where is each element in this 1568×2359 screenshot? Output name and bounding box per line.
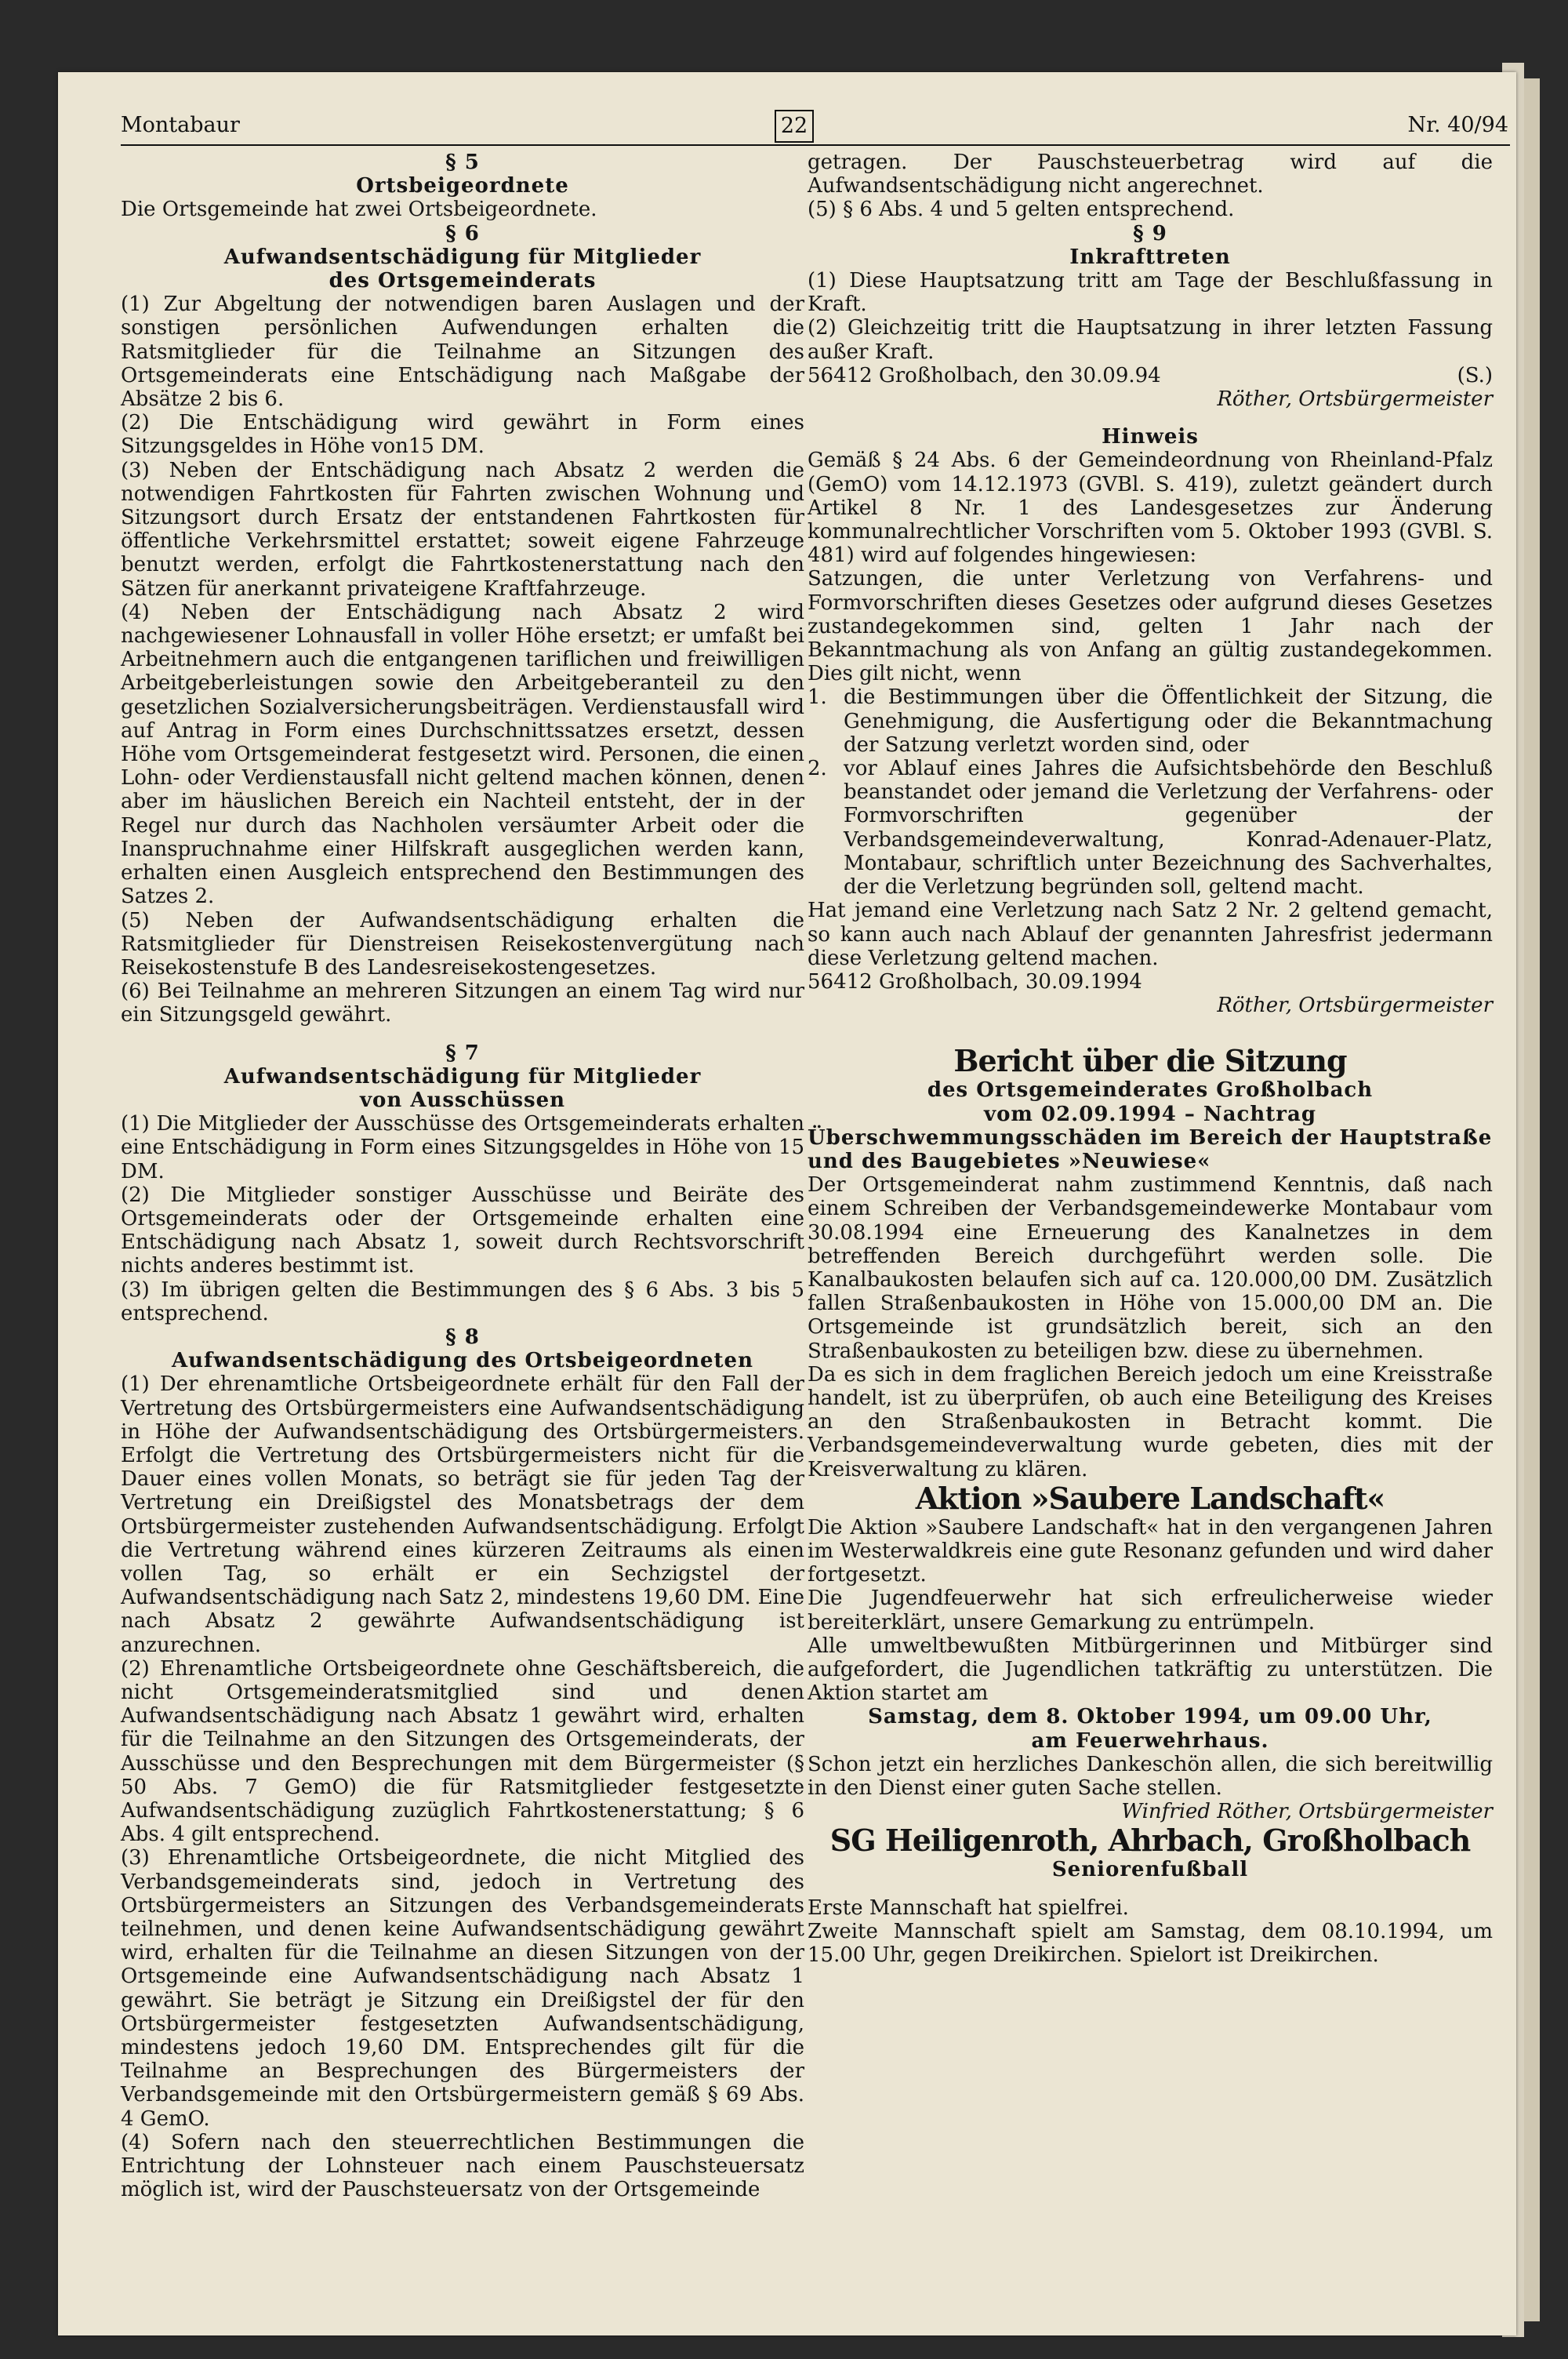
signature-place-date: 56412 Großholbach, 30.09.1994 [808,969,1142,994]
section-title: Aufwandsentschädigung für Mitglieder [223,1064,702,1089]
section-title: Inkrafttreten [1069,245,1231,269]
header-publication: Montabaur [121,113,240,137]
paragraph: Die Jugendfeuerwehr hat sich erfreulicherweise wieder bereiterklärt, unsere Gemarkung zu entrümpeln. [808,1587,1493,1634]
paragraph: Der Ortsgemeinderat nahm zustimmend Kenntnis, daß nach einem Schreiben der Verbandsgemeindewerke Montabaur vom 30.08.1994 eine Erneuerung des Kanalnetzes in dem betreffenden Bereich durchgeführt werden solle. Die Kanalbaukosten belaufen sich auf ca. 120.000,00 DM. Zusätzlich fallen Straßenbaukosten in Höhe von 15.000,00 DM an. Die Ortsgemeinde ist grundsätzlich bereit, sich an den Straßenbaukosten zu beteiligen bzw. diese zu übernehmen. [808,1173,1493,1363]
paragraph: (2) Die Entschädigung wird gewährt in Form eines Sitzungsgeldes in Höhe von15 DM. [121,411,804,459]
notice-title: Hinweis [1102,425,1199,449]
list-text: die Bestimmungen über die Öffentlichkeit der Sitzung, die Genehmigung, die Ausfertigung oder die Bekanntmachung der Satzung verletzt worden sind, oder [844,685,1493,757]
section-title: von Ausschüssen [359,1088,566,1112]
article-subheadline: Seniorenfußball [1051,1858,1249,1882]
paragraph: (1) Zur Abgeltung der notwendigen baren Auslagen und der sonstigen persönlichen Aufwendungen erhalten die Ratsmitglieder für die Teilnahme an Sitzungen des Ortsgemeinderats eine Entschädigung nach Maßgabe der Absätze 2 bis 6. [121,293,804,412]
paragraph: (3) Neben der Entschädigung nach Absatz 2 werden die notwendigen Fahrtkosten für Fahrten zwischen Wohnung und Sitzungsort durch Ersatz der entstandenen Fahrtkosten für öffentliche Verkehrsmittel erstattet; soweit eigene Fahrzeuge benutzt werden, erfolgt die Fahrtkostenerstattung nach den Sätzen für anerkannt privateigene Kraftfahrzeuge. [121,458,804,601]
header-rule [121,144,1510,146]
list-item [808,757,1493,899]
paragraph: (4) Sofern nach den steuerrechtlichen Bestimmungen die Entrichtung der Lohnsteuer nach einem Pauschsteuersatz möglich ist, wird der Pauschsteuersatz von der Ortsgemeinde [121,2130,804,2202]
section-title: Ortsbeigeordnete [356,174,569,198]
spacer [808,411,1493,425]
list-text: vor Ablauf eines Jahres die Aufsichtsbehörde den Beschluß beanstandet oder jemand die Verletzung der Verfahrens- oder Formvorschriften gegenüber der Verbandsgemeindeverwaltung, Konrad-Adenauer-Platz, Montabaur, schriftlich unter Bezeichnung des Sachverhaltes, der die Verletzung begründen soll, geltend macht. [844,757,1493,900]
section-title: Aufwandsentschädigung des Ortsbeigeordneten [171,1349,753,1373]
paragraph: (3) Ehrenamtliche Ortsbeigeordnete, die nicht Mitglied des Verbandsgemeinderats sind, jedoch in Vertretung des Ortsbürgermeisters an Sitzungen des Verbandsgemeinderats teilnehmen, und denen keine Aufwandsentschädigung gewährt wird, erhalten für die Teilnahme an diesen Sitzungen von der Ortsgemeinde eine Aufwandsentschädigung nach Absatz 1 gewährt. Sie beträgt je Sitzung ein Dreißigstel der für den Ortsbürgermeister festgesetzten Aufwandsentschädigung, mindestens jedoch 19,60 DM. Entsprechendes gilt für die Teilnahme an Besprechungen des Bürgermeisters der Verbandsgemeinde mit den Ortsbürgermeistern gemäß § 69 Abs. 4 GemO. [121,1846,804,2131]
article-headline: Bericht über die Sitzung [953,1043,1347,1079]
list-number: 1. [808,685,827,710]
article-headline: SG Heiligenroth, Ahrbach, Großholbach [829,1823,1471,1859]
paragraph: Schon jetzt ein herzliches Dankeschön allen, die sich bereitwillig in den Dienst einer guten Sache stellen. [808,1752,1493,1800]
paragraph: (1) Die Mitglieder der Ausschüsse des Ortsgemeinderats erhalten eine Entschädigung in Form eines Sitzungsgeldes in Höhe von 15 DM. [121,1112,804,1183]
paragraph: (2) Ehrenamtliche Ortsbeigeordnete ohne Geschäftsbereich, die nicht Ortsgemeinderatsmitglied sind und denen Aufwandsentschädigung nach Absatz 1 gewährt wird, erhalten für die Teilnahme an den Sitzungen des Ortsgemeinderats, der Ausschüsse und den Besprechungen mit dem Bürgermeister (§ 50 Abs. 7 GemO) die für Ratsmitglieder festgesetzte Aufwandsentschädigung zuzüglich Fahrtkostenerstattung; § 6 Abs. 4 gilt entsprechend. [121,1656,804,1847]
paragraph: getragen. Der Pauschsteuerbetrag wird auf die Aufwandsentschädigung nicht angerechnet. [808,151,1493,198]
event-location: am Feuerwehrhaus. [1031,1728,1269,1753]
left-column [121,151,804,2201]
paragraph: (3) Im übrigen gelten die Bestimmungen des § 6 Abs. 3 bis 5 entsprechend. [121,1278,804,1325]
paragraph: (1) Diese Hauptsatzung tritt am Tage der Beschlußfassung in Kraft. [808,269,1493,317]
paragraph: (6) Bei Teilnahme an mehreren Sitzungen an einem Tag wird nur ein Sitzungsgeld gewährt. [121,980,804,1027]
paragraph: (2) Gleichzeitig tritt die Hauptsatzung in ihrer letzten Fassung außer Kraft. [808,316,1493,364]
paragraph: (4) Neben der Entschädigung nach Absatz 2 wird nachgewiesener Lohnausfall in voller Höhe ersetzt; er umfaßt bei Arbeitnehmern auch die entgangenen tariflichen und freiwilligen Arbeitgeberleistungen sowie den Arbeitgeberanteil zu den gesetzlichen Sozialversicherungsbeiträgen. Verdienstausfall wird auf Antrag in Form eines Durchschnittssatzes ersetzt, dessen Höhe vom Ortsgemeinderat festgesetzt wird. Personen, die einen Lohn- oder Verdienstausfall nicht geltend machen können, denen aber im häuslichen Bereich ein Nachteil entsteht, der in der Regel nur durch das Nachholen versäumter Arbeit oder die Inanspruchnahme einer Hilfskraft ausgeglichen werden kann, erhalten einen Ausgleich entsprechend den Bestimmungen des Satzes 2. [121,600,804,909]
section-number: § 5 [445,151,480,174]
signature-name: Winfried Röther, Ortsbürgermeister [1121,1800,1493,1824]
list-item [808,685,1493,757]
section-number: § 7 [445,1041,480,1065]
article-headline: Aktion »Saubere Landschaft« [915,1480,1385,1516]
topic-heading: Überschwemmungsschäden im Bereich der Hauptstraße und des Baugebietes »Neuwiese« [808,1125,1493,1173]
header-issue: Nr. 40/94 [1407,113,1508,137]
list-number: 2. [808,757,827,781]
paragraph: Hat jemand eine Verletzung nach Satz 2 Nr. 2 geltend gemacht, so kann auch nach Ablauf der genannten Jahresfrist jedermann diese Verletzung geltend machen. [808,899,1493,970]
right-column [808,151,1493,1967]
paragraph: (5) Neben der Aufwandsentschädigung erhalten die Ratsmitglieder für Dienstreisen Reisekostenvergütung nach Reisekostenstufe B des Landesreisekostengesetzes. [121,908,804,980]
paragraph: (2) Die Mitglieder sonstiger Ausschüsse und Beiräte des Ortsgemeinderats oder der Ortsgemeinde erhalten eine Entschädigung nach Absatz 1, soweit durch Rechtsvorschrift nichts anderes bestimmt ist. [121,1183,804,1278]
paragraph: Gemäß § 24 Abs. 6 der Gemeindeordnung von Rheinland-Pfalz (GemO) vom 14.12.1973 (GVBl. S. 419), zuletzt geändert durch Artikel 8 Nr. 1 des Landesgesetzes zur Änderung kommunalrechtlicher Vorschriften vom 5. Oktober 1993 (GVBl. S. 481) wird auf folgendes hingewiesen: [808,449,1493,568]
section-title: Aufwandsentschädigung für Mitglieder [223,245,702,269]
paragraph: Erste Mannschaft hat spielfrei. [808,1896,1129,1920]
article-subheadline: des Ortsgemeinderates Großholbach [927,1078,1374,1103]
section-number: § 9 [1133,221,1167,245]
paragraph: Alle umweltbewußten Mitbürgerinnen und Mitbürger sind aufgefordert, die Jugendlichen tatkräftig zu unterstützen. Die Aktion startet am [808,1634,1493,1706]
spacer [808,1017,1493,1044]
seal-mark: (S.) [1457,363,1493,387]
event-date: Samstag, dem 8. Oktober 1994, um 09.00 Uhr, [868,1705,1432,1729]
paragraph: Die Aktion »Saubere Landschaft« hat in den vergangenen Jahren im Westerwaldkreis eine gute Resonanz gefunden und wird daher fortgesetzt. [808,1515,1493,1587]
paragraph: Satzungen, die unter Verletzung von Verfahrens- und Formvorschriften dieses Gesetzes oder aufgrund dieses Gesetzes zustandegekommen sind, gelten 1 Jahr nach der Bekanntmachung als von Anfang an gültig zustandegekommen. Dies gilt nicht, wenn [808,567,1493,686]
signature-line [808,364,1493,387]
spacer [808,1882,1493,1896]
newspaper-page [58,72,1516,2335]
section-number: § 8 [445,1325,480,1349]
signature-place-date: 56412 Großholbach, den 30.09.94 [808,363,1161,387]
paragraph: Die Ortsgemeinde hat zwei Ortsbeigeordnete. [121,198,597,222]
section-number: § 6 [445,221,480,245]
section-title: des Ortsgemeinderats [328,269,597,293]
paragraph: (1) Der ehrenamtliche Ortsbeigeordnete erhält für den Fall der Vertretung des Ortsbürgermeisters eine Aufwandsentschädigung in Höhe der Aufwandsentschädigung des Ortsbürgermeisters. Erfolgt die Vertretung des Ortsbürgermeisters nicht für die Dauer eines vollen Monats, so beträgt sie für jeden Tag der Vertretung ein Dreißigstel des Monatsbetrags der dem Ortsbürgermeister zustehenden Aufwandsentschädigung. Erfolgt die Vertretung während eines kürzeren Zeitraums als einen vollen Tag, so erhält er ein Sechzigstel der Aufwandsentschädigung nach Satz 2, mindestens 19,60 DM. Eine nach Absatz 2 gewährte Aufwandsentschädigung ist anzurechnen. [121,1372,804,1657]
signature-name: Röther, Ortsbürgermeister [1217,387,1493,412]
signature-name: Röther, Ortsbürgermeister [1217,994,1493,1018]
paragraph: Da es sich in dem fraglichen Bereich jedoch um eine Kreisstraße handelt, ist zu überprüfen, ob auch eine Beteiligung des Kreises an den Straßenbaukosten in Betracht kommt. Die Verbandsgemeindeverwaltung wurde gebeten, dies mit der Kreisverwaltung zu klären. [808,1362,1493,1481]
paragraph: (5) § 6 Abs. 4 und 5 gelten entsprechend. [808,198,1235,222]
spacer [121,1027,804,1041]
header-page-number: 22 [775,110,814,143]
article-subheadline: vom 02.09.1994 – Nachtrag [983,1102,1317,1126]
paragraph: Zweite Mannschaft spielt am Samstag, dem 08.10.1994, um 15.00 Uhr, gegen Dreikirchen. Spielort ist Dreikirchen. [808,1919,1493,1968]
